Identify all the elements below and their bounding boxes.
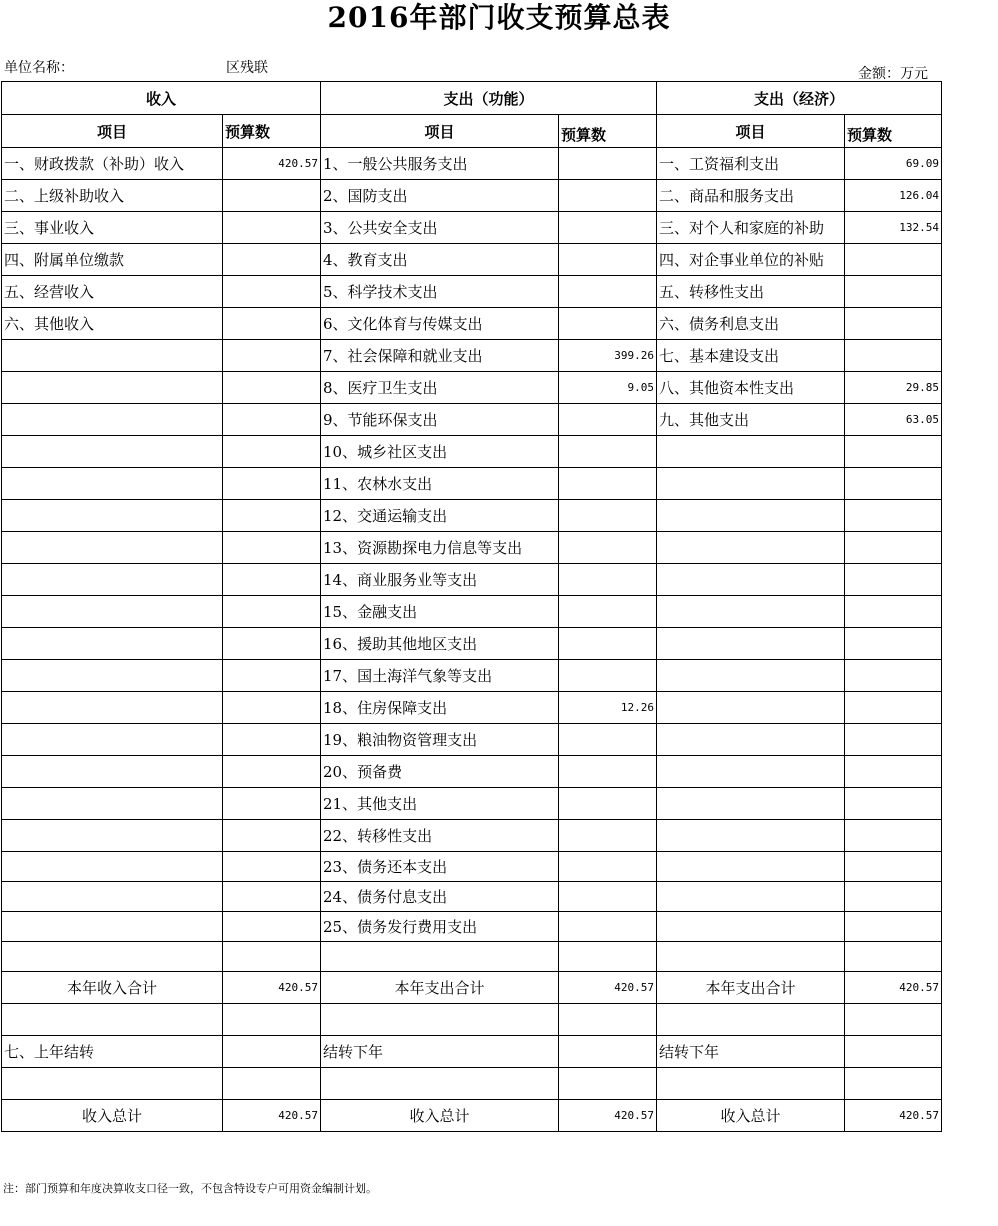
econ-budget-cell: [845, 500, 942, 532]
income-budget-cell: [223, 436, 321, 468]
empty-cell: [223, 1068, 321, 1100]
income-budget-cell: [223, 820, 321, 852]
econ-item-cell: [657, 756, 845, 788]
income-item-cell: [2, 340, 223, 372]
econ-item-cell: 二、商品和服务支出: [657, 180, 845, 212]
econ-budget-cell: [845, 912, 942, 942]
func-budget-cell: [559, 500, 657, 532]
amount-unit: 金额：万元: [858, 66, 928, 82]
table-row: [2, 372, 942, 404]
econ-budget-cell: 132.54: [845, 212, 942, 244]
table-row: [2, 308, 942, 340]
econ-item-cell: [657, 500, 845, 532]
func-budget-cell: [559, 596, 657, 628]
income-item-cell: [2, 500, 223, 532]
table-row: [2, 724, 942, 756]
func-budget-cell: [559, 564, 657, 596]
econ-item-cell: [657, 596, 845, 628]
table-row: [2, 276, 942, 308]
income-budget-cell: [223, 468, 321, 500]
econ-item-cell: [657, 852, 845, 882]
func-budget-cell: [559, 756, 657, 788]
header-income: 收入: [2, 82, 321, 115]
func-item-cell: 13、资源勘探电力信息等支出: [321, 532, 559, 564]
func-item-cell: 1、一般公共服务支出: [321, 148, 559, 180]
year-income-value: 420.57: [223, 972, 321, 1004]
econ-budget-cell: 29.85: [845, 372, 942, 404]
func-item-cell: 14、商业服务业等支出: [321, 564, 559, 596]
table-row: [2, 500, 942, 532]
income-item-cell: 二、上级补助收入: [2, 180, 223, 212]
func-budget-cell: [559, 276, 657, 308]
income-budget-cell: 420.57: [223, 148, 321, 180]
econ-item-cell: [657, 436, 845, 468]
income-budget-cell: [223, 500, 321, 532]
econ-budget-cell: 126.04: [845, 180, 942, 212]
income-item-cell: [2, 468, 223, 500]
table-row: [2, 532, 942, 564]
func-item-cell: 24、债务付息支出: [321, 882, 559, 912]
func-item-cell: 21、其他支出: [321, 788, 559, 820]
func-item-cell: 10、城乡社区支出: [321, 436, 559, 468]
table-row: [2, 404, 942, 436]
func-item-cell: 16、援助其他地区支出: [321, 628, 559, 660]
econ-budget-cell: [845, 788, 942, 820]
grand-expense-value: 420.57: [559, 1100, 657, 1132]
table-row: [2, 882, 942, 912]
income-item-cell: 四、附属单位缴款: [2, 244, 223, 276]
income-item-cell: [2, 820, 223, 852]
carry-out-label: 结转下年: [321, 1036, 559, 1068]
income-budget-cell: [223, 724, 321, 756]
func-budget-cell: [559, 244, 657, 276]
func-budget-cell: [559, 820, 657, 852]
econ-item-cell: [657, 692, 845, 724]
table-row: [2, 820, 942, 852]
table-row: [2, 756, 942, 788]
econ-item-cell: [657, 564, 845, 596]
empty-cell: [845, 1068, 942, 1100]
econ-budget-cell: [845, 468, 942, 500]
income-budget-cell: [223, 404, 321, 436]
econ-item-cell: 一、工资福利支出: [657, 148, 845, 180]
income-budget-cell: [223, 692, 321, 724]
income-item-cell: 三、事业收入: [2, 212, 223, 244]
income-item-cell: [2, 724, 223, 756]
empty-cell: [657, 1004, 845, 1036]
econ-item-cell: [657, 660, 845, 692]
income-item-cell: [2, 756, 223, 788]
econ-item-cell: [657, 912, 845, 942]
income-item-cell: [2, 692, 223, 724]
income-item-cell: [2, 628, 223, 660]
income-budget-cell: [223, 852, 321, 882]
table-row: [2, 660, 942, 692]
empty-cell: [559, 1004, 657, 1036]
income-budget-cell: [223, 788, 321, 820]
econ-budget-cell: [845, 532, 942, 564]
func-item-cell: 7、社会保障和就业支出: [321, 340, 559, 372]
econ-item-cell: [657, 628, 845, 660]
income-budget-cell: [223, 308, 321, 340]
func-item-cell: 4、教育支出: [321, 244, 559, 276]
income-item-cell: [2, 942, 223, 972]
income-item-cell: [2, 882, 223, 912]
econ-item-cell: 三、对个人和家庭的补助: [657, 212, 845, 244]
income-item-cell: [2, 372, 223, 404]
income-item-cell: 五、经营收入: [2, 276, 223, 308]
income-item-cell: 一、财政拨款（补助）收入: [2, 148, 223, 180]
econ-budget-cell: 69.09: [845, 148, 942, 180]
table-row: [2, 340, 942, 372]
budget-table: [1, 81, 942, 1132]
table-row: [2, 692, 942, 724]
income-item-cell: [2, 404, 223, 436]
func-item-cell: 19、粮油物资管理支出: [321, 724, 559, 756]
grand-income-label: 收入总计: [2, 1100, 223, 1132]
func-budget-cell: 9.05: [559, 372, 657, 404]
table-row: [2, 180, 942, 212]
income-item-cell: [2, 436, 223, 468]
func-item-cell: 20、预备费: [321, 756, 559, 788]
income-budget-cell: [223, 882, 321, 912]
empty-cell: [657, 1068, 845, 1100]
grand-expense-econ-value: 420.57: [845, 1100, 942, 1132]
econ-item-cell: [657, 942, 845, 972]
table-row: [2, 436, 942, 468]
func-item-cell: 23、债务还本支出: [321, 852, 559, 882]
func-budget-cell: [559, 882, 657, 912]
econ-item-cell: 六、债务利息支出: [657, 308, 845, 340]
income-budget-cell: [223, 660, 321, 692]
econ-budget-cell: [845, 660, 942, 692]
header-item: 项目: [657, 115, 845, 148]
empty-cell: [321, 1068, 559, 1100]
grand-expense-label: 收入总计: [321, 1100, 559, 1132]
page-title: 2016年部门收支预算总表: [327, 1, 671, 34]
empty-cell: [2, 1004, 223, 1036]
table-row: [2, 244, 942, 276]
func-budget-cell: [559, 660, 657, 692]
table-row: [2, 788, 942, 820]
func-budget-cell: [559, 404, 657, 436]
func-item-cell: 17、国土海洋气象等支出: [321, 660, 559, 692]
func-budget-cell: [559, 308, 657, 340]
income-item-cell: [2, 660, 223, 692]
econ-budget-cell: [845, 340, 942, 372]
econ-item-cell: 九、其他支出: [657, 404, 845, 436]
func-budget-cell: [559, 724, 657, 756]
econ-item-cell: [657, 820, 845, 852]
func-item-cell: 5、科学技术支出: [321, 276, 559, 308]
econ-budget-cell: 63.05: [845, 404, 942, 436]
func-item-cell: 22、转移性支出: [321, 820, 559, 852]
income-budget-cell: [223, 912, 321, 942]
empty-cell: [321, 1004, 559, 1036]
header-item: 项目: [321, 115, 559, 148]
econ-budget-cell: [845, 596, 942, 628]
income-budget-cell: [223, 244, 321, 276]
func-budget-cell: [559, 942, 657, 972]
year-income-label: 本年收入合计: [2, 972, 223, 1004]
econ-item-cell: 七、基本建设支出: [657, 340, 845, 372]
header-budget: 预算数: [845, 115, 942, 148]
income-budget-cell: [223, 372, 321, 404]
header-budget: 预算数: [223, 115, 321, 148]
econ-item-cell: [657, 724, 845, 756]
income-budget-cell: [223, 942, 321, 972]
econ-item-cell: [657, 882, 845, 912]
econ-item-cell: [657, 788, 845, 820]
table-row: [2, 596, 942, 628]
carry-in-value: [223, 1036, 321, 1068]
econ-budget-cell: [845, 820, 942, 852]
income-budget-cell: [223, 340, 321, 372]
econ-budget-cell: [845, 756, 942, 788]
income-item-cell: [2, 852, 223, 882]
func-item-cell: 9、节能环保支出: [321, 404, 559, 436]
income-budget-cell: [223, 596, 321, 628]
year-expense-econ-value: 420.57: [845, 972, 942, 1004]
func-budget-cell: [559, 212, 657, 244]
func-budget-cell: [559, 532, 657, 564]
econ-item-cell: 八、其他资本性支出: [657, 372, 845, 404]
income-budget-cell: [223, 756, 321, 788]
table-row: [2, 852, 942, 882]
econ-budget-cell: [845, 882, 942, 912]
table-row: [2, 564, 942, 596]
year-expense-econ-label: 本年支出合计: [657, 972, 845, 1004]
empty-cell: [559, 1068, 657, 1100]
carry-out-econ-label: 结转下年: [657, 1036, 845, 1068]
income-budget-cell: [223, 276, 321, 308]
year-expense-value: 420.57: [559, 972, 657, 1004]
func-budget-cell: 399.26: [559, 340, 657, 372]
income-item-cell: [2, 532, 223, 564]
econ-item-cell: [657, 532, 845, 564]
unit-name: 区残联: [226, 60, 268, 76]
table-body: [2, 148, 942, 972]
func-budget-cell: 12.26: [559, 692, 657, 724]
income-budget-cell: [223, 212, 321, 244]
econ-budget-cell: [845, 692, 942, 724]
table-row: [2, 148, 942, 180]
income-item-cell: [2, 596, 223, 628]
econ-budget-cell: [845, 244, 942, 276]
carry-in-label: 七、上年结转: [2, 1036, 223, 1068]
func-item-cell: 15、金融支出: [321, 596, 559, 628]
func-budget-cell: [559, 148, 657, 180]
func-budget-cell: [559, 468, 657, 500]
func-budget-cell: [559, 912, 657, 942]
table-row: [2, 212, 942, 244]
func-budget-cell: [559, 628, 657, 660]
income-item-cell: [2, 912, 223, 942]
econ-budget-cell: [845, 942, 942, 972]
func-budget-cell: [559, 852, 657, 882]
econ-item-cell: [657, 468, 845, 500]
econ-budget-cell: [845, 724, 942, 756]
grand-income-value: 420.57: [223, 1100, 321, 1132]
econ-item-cell: 四、对企事业单位的补贴: [657, 244, 845, 276]
income-item-cell: 六、其他收入: [2, 308, 223, 340]
func-budget-cell: [559, 180, 657, 212]
func-budget-cell: [559, 788, 657, 820]
income-item-cell: [2, 564, 223, 596]
func-item-cell: 6、文化体育与传媒支出: [321, 308, 559, 340]
empty-cell: [2, 1068, 223, 1100]
func-item-cell: 3、公共安全支出: [321, 212, 559, 244]
func-item-cell: 11、农林水支出: [321, 468, 559, 500]
carry-out-value: [559, 1036, 657, 1068]
year-expense-label: 本年支出合计: [321, 972, 559, 1004]
func-item-cell: 18、住房保障支出: [321, 692, 559, 724]
header-item: 项目: [2, 115, 223, 148]
income-budget-cell: [223, 532, 321, 564]
grand-expense-econ-label: 收入总计: [657, 1100, 845, 1132]
table-row: [2, 468, 942, 500]
econ-budget-cell: [845, 308, 942, 340]
func-item-cell: 8、医疗卫生支出: [321, 372, 559, 404]
table-row: [2, 628, 942, 660]
income-budget-cell: [223, 628, 321, 660]
func-budget-cell: [559, 436, 657, 468]
header-expense-func: 支出（功能）: [321, 82, 657, 115]
footnote: 注：部门预算和年度决算收支口径一致，不包含特设专户可用资金编制计划。: [3, 1182, 377, 1195]
table-row: [2, 942, 942, 972]
econ-budget-cell: [845, 852, 942, 882]
func-item-cell: 2、国防支出: [321, 180, 559, 212]
header-budget: 预算数: [559, 115, 657, 148]
func-item-cell: 12、交通运输支出: [321, 500, 559, 532]
header-expense-econ: 支出（经济）: [657, 82, 942, 115]
unit-label: 单位名称：: [4, 60, 74, 76]
func-item-cell: [321, 942, 559, 972]
econ-budget-cell: [845, 628, 942, 660]
econ-item-cell: 五、转移性支出: [657, 276, 845, 308]
income-budget-cell: [223, 180, 321, 212]
econ-budget-cell: [845, 436, 942, 468]
income-budget-cell: [223, 564, 321, 596]
econ-budget-cell: [845, 276, 942, 308]
carry-out-econ-value: [845, 1036, 942, 1068]
empty-cell: [223, 1004, 321, 1036]
func-item-cell: 25、债务发行费用支出: [321, 912, 559, 942]
income-item-cell: [2, 788, 223, 820]
empty-cell: [845, 1004, 942, 1036]
table-row: [2, 912, 942, 942]
econ-budget-cell: [845, 564, 942, 596]
